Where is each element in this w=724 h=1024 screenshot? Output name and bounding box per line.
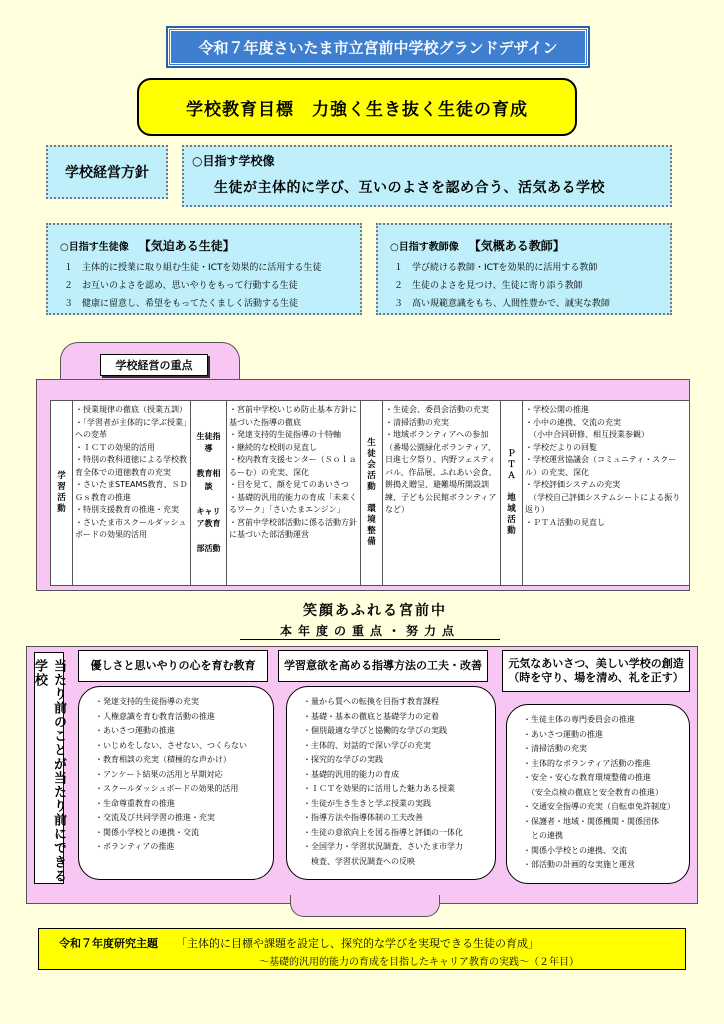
student-ideal-item: １ 主体的に授業に取り組む生徒・ICTを効果的に活用する生徒	[64, 263, 322, 273]
column-header-learning: 学習意欲を高める指導方法の工夫・改善	[278, 650, 488, 682]
list-item: ・ボランティアの推進	[95, 842, 175, 851]
list-item: ・個別最適な学びと協働的な学びの実践	[303, 726, 447, 735]
school-aim-box	[182, 145, 672, 207]
list-item: との連携	[523, 831, 563, 840]
teacher-ideal-item: １ 学び続ける教師・ICTを効果的に活用する教師	[394, 263, 598, 273]
student-ideal-heading: ○目指す生徒像 【気迫ある生徒】	[60, 239, 235, 253]
side-vertical-label: 当たり前のことが当たり前にできる学校	[34, 652, 64, 884]
list-item: ・あいさつ運動の推進	[95, 726, 175, 735]
list-item: ・いじめをしない、させない、つくらない	[95, 740, 247, 750]
focus-panel-tab	[290, 895, 440, 917]
list-item: 検査、学習状況調査への反映	[303, 856, 415, 866]
research-theme-label: 令和７年度研究主題	[59, 937, 158, 950]
list-item: ・生徒が生き生きと学ぶ授業の実践	[303, 798, 431, 808]
list-item: ・スクールダッシュボードの効果的活用	[95, 784, 239, 793]
priority-label: 学校経営の重点	[100, 354, 208, 376]
student-ideal-box	[46, 223, 362, 315]
column-learning	[286, 686, 496, 880]
school-goal: 学校教育目標 力強く生き抜く生徒の育成	[137, 78, 577, 136]
list-item: ・関係小学校との連携・交流	[95, 827, 199, 837]
list-item: ・交流及び共同学習の推進・充実	[95, 813, 215, 822]
research-theme-box	[38, 928, 686, 970]
grid-category-pta: ＰＴＡ 地域活動	[501, 401, 523, 586]
list-item: ・安全・安心な教育環境整備の推進	[523, 773, 651, 782]
column-greeting	[506, 704, 690, 884]
grid-category-guidance: 生徒指導 教育相談 キャリア教育 部活動	[191, 401, 227, 586]
list-item: ・教育相談の充実（積極的な声かけ）	[95, 755, 231, 764]
list-item: ・発達支持的生徒指導の充実	[95, 697, 199, 706]
teacher-ideal-item: ２ 生徒のよさを見つけ、生徒に寄り添う教師	[394, 281, 583, 291]
research-subtitle: ～基礎的汎用的能力の育成を目指したキャリア教育の実践～（２年目）	[259, 957, 579, 968]
list-item: ・主体的、対話的で深い学びの充実	[303, 740, 431, 750]
list-item: ・あいさつ運動の推進	[523, 729, 603, 739]
research-theme	[59, 935, 539, 951]
list-item: ・基礎的汎用的能力の育成	[303, 769, 399, 779]
teacher-ideal-box	[376, 223, 672, 315]
list-item: ・探究的な学びの実践	[303, 755, 383, 764]
grid-cell-council: ・生徒会、委員会活動の充実 ・清掃活動の充実 ・地域ボランティアへの参加（番場公園緑化ボランティア、日進七夕祭り、内野フェスティバル、作品展、ふれあい会食、餅搗え贈呈、避難場所開設訓練、子ども公民館ボランティアなど）	[383, 401, 501, 586]
slogan: 笑顔あふれる宮前中	[303, 603, 447, 619]
list-item: ・清掃活動の充実	[523, 744, 587, 753]
list-item: ・ＩＣＴを効果的に活用した魅力ある授業	[303, 784, 455, 793]
teacher-ideal-item: ３ 高い規範意識をもち、人間性豊かで、誠実な教師	[394, 299, 610, 309]
column-header-greeting: 元気なあいさつ、美しい学校の創造 （時を守り、場を清め、礼を正す）	[502, 650, 690, 692]
list-item: ・全国学力・学習状況調査、さいたま市学力	[303, 842, 463, 851]
list-item: ・保護者・地域・関係機関・関係団体	[523, 816, 659, 826]
list-item: ・生徒の意欲向上を図る指導と評価の一体化	[303, 827, 463, 837]
list-item: ・部活動の計画的な実施と運営	[523, 860, 635, 869]
grid-category-learning: 学習活動	[51, 401, 73, 586]
school-aim-text: 生徒が主体的に学び、互いのよさを認め合う、活気ある学校	[214, 180, 605, 196]
grid-cell-learning: ・授業規律の徹底（授業五訓） ・「学習者が主体的に学ぶ授業」への変革 ・ＩＣＴの効果的活用 ・特別の教科道徳による学校教育全体での道徳教育の充実 ・さいたまSTEAMS教育、ＳＤＧｓ教育の推進 ・特別支援教育の推進・充実 ・さいたま市スクールダッシュボードの効果的活用	[73, 401, 191, 586]
policy-label: 学校経営方針	[46, 145, 168, 199]
teacher-ideal-heading: ○目指す教師像 【気概ある教師】	[390, 239, 565, 253]
school-aim-heading: ○目指す学校像	[192, 154, 275, 168]
list-item: ・指導方法や指導体制の工夫改善	[303, 813, 423, 822]
student-ideal-item: ２ お互いのよさを認め、思いやりをもって行動する生徒	[64, 281, 298, 291]
grid-cell-guidance: ・宮前中学校いじめ防止基本方針に基づいた指導の徹底 ・発達支持的生徒指導の十特軸 ・継続的な校則の見直し ・校内教育支援センター（Ｓｏｌａ るーむ）の充実、深化 ・目を見て、顔を見てのあいさつ ・基礎的汎用的能力の育成「未来くるワーク」「さいたまエンジン」 ・宮前中学校部活動に係る活動方針に基づいた部活動運営	[227, 401, 361, 586]
focus-heading: 本年度の重点・努力点	[240, 622, 500, 640]
list-item: ・交通安全指導の充実（自転車免許制度）	[523, 802, 675, 811]
page-title: 令和７年度さいたま市立宮前中学校グランドデザイン	[168, 28, 588, 66]
list-item: ・関係小学校との連携、交流	[523, 845, 627, 855]
column-header-kindness: 優しさと思いやりの心を育む教育	[78, 650, 268, 682]
priority-grid	[50, 400, 690, 586]
list-item: ・量から質への転換を目指す教育課程	[303, 697, 439, 706]
research-theme-text: 「主体的に目標や課題を設定し、探究的な学びを実現できる生徒の育成」	[176, 937, 539, 950]
list-item: ・人権意識を育む教育活動の推進	[95, 711, 215, 721]
list-item: （安全点検の徹底と安全教育の推進）	[523, 787, 663, 797]
student-ideal-item: ３ 健康に留意し、希望をもってたくましく活動する生徒	[64, 299, 299, 309]
grid-category-council: 生徒会活動 環境整備	[361, 401, 383, 586]
list-item: ・アンケート結果の活用と早期対応	[95, 769, 223, 779]
list-item: ・生徒主体の専門委員会の推進	[523, 715, 635, 724]
list-item: ・基礎・基本の徹底と基礎学力の定着	[303, 711, 439, 721]
grid-cell-pta: ・学校公開の推進 ・小中の連携、交流の充実 （小中合同研修、相互授業参観） ・学校だよりの回覧 ・学校運営協議会（コミュニティ・スクール）の充実、深化 ・学校評価システムの充実 （学校自己評価システムシートによる振り返り） ・ＰＴＡ活動の見直し	[523, 401, 690, 586]
list-item: ・生命尊重教育の推進	[95, 798, 175, 808]
list-item: ・主体的なボランティア活動の推進	[523, 758, 651, 768]
column-kindness	[78, 686, 274, 880]
